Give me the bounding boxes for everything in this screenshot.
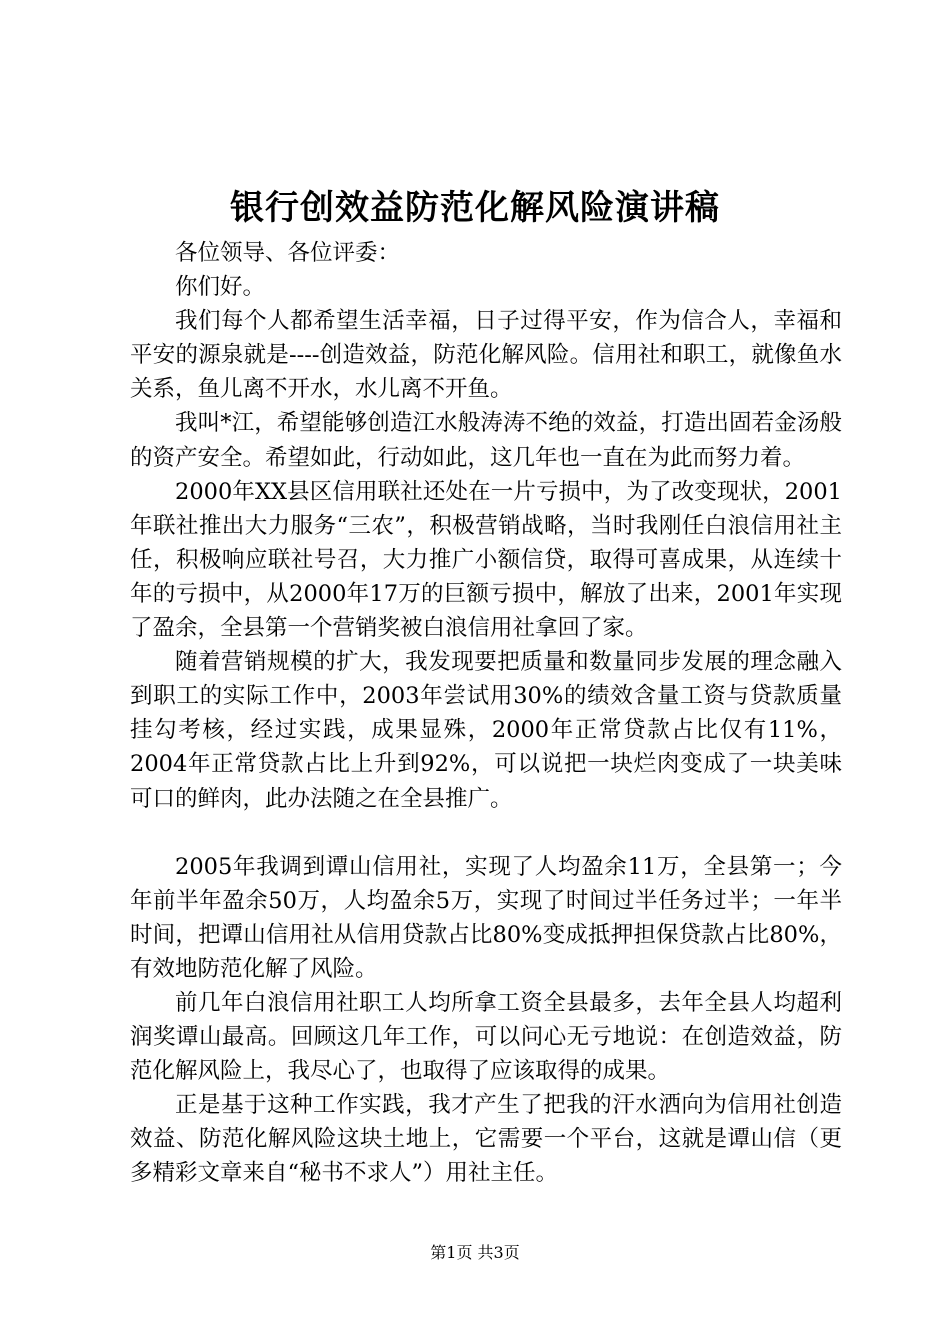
paragraph: 2000年XX县区信用联社还处在一片亏损中，为了改变现状，2001年联社推出大力服务“三农”，积极营销战略，当时我刚任白浪信用社主任，积极响应联社号召，大力推广小额信贷，取得可喜成果，从连续十年的亏损中，从2000年17万的巨额亏损中，解放了出来，2001年实现了盈余，全县第一个营销奖被白浪信用社拿回了家。 [130,478,842,642]
paragraph: 我们每个人都希望生活幸福，日子过得平安，作为信合人，幸福和平安的源泉就是----创造效益，防范化解风险。信用社和职工，就像鱼水关系，鱼儿离不开水，水儿离不开鱼。 [130,308,842,403]
paragraph: 前几年白浪信用社职工人均所拿工资全县最多，去年全县人均超利润奖谭山最高。回顾这几年工作，可以问心无亏地说：在创造效益，防范化解风险上，我尽心了，也取得了应该取得的成果。 [130,989,842,1085]
paragraph: 2005年我调到谭山信用社，实现了人均盈余11万，全县第一；今年前半年盈余50万，人均盈余5万，实现了时间过半任务过半；一年半时间，把谭山信用社从信用贷款占比80%变成抵押担保贷款占比80%，有效地防范化解了风险。 [130,853,842,982]
paragraph: 随着营销规模的扩大，我发现要把质量和数量同步发展的理念融入到职工的实际工作中，2003年尝试用30%的绩效含量工资与贷款质量挂勾考核，经过实践，成果显殊，2000年正常贷款占比仅有11%，2004年正常贷款占比上升到92%，可以说把一块烂肉变成了一块美味可口的鲜肉，此办法随之在全县推广。 [130,649,842,812]
paragraph-salutation: 你们好。 [175,274,266,301]
paragraph: 我叫*江，希望能够创造江水般涛涛不绝的效益，打造出固若金汤般的资产安全。希望如此，行动如此，这几年也一直在为此而努力着。 [130,410,842,471]
document-body [130,236,842,1191]
paragraph-greeting: 各位领导、各位评委： [175,240,401,266]
document-title: 银行创效益防范化解风险演讲稿 [230,188,720,228]
paragraph: 正是基于这种工作实践，我才产生了把我的汗水洒向为信用社创造效益、防范化解风险这块土地上，它需要一个平台，这就是谭山信（更多精彩文章来自“秘书不求人”）用社主任。 [130,1092,842,1187]
page-footer: 第1页 共3页 [430,1243,520,1262]
